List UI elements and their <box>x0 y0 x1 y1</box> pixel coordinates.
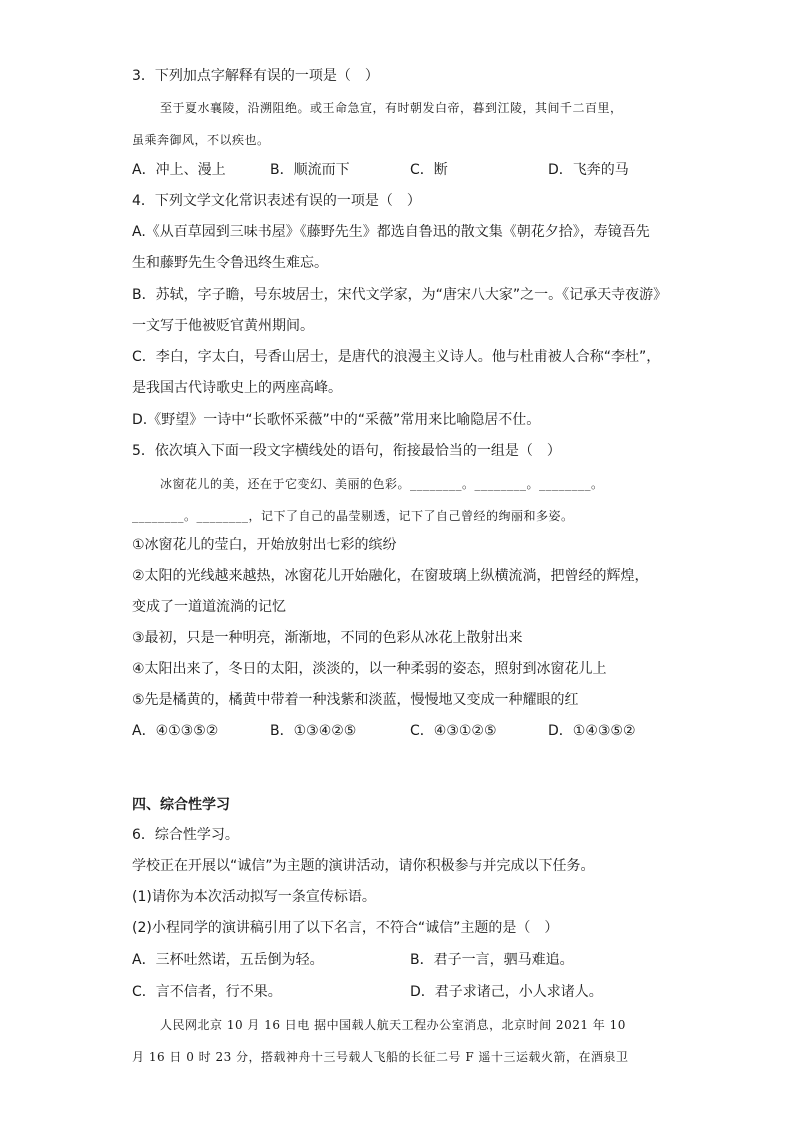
q5-sentence-1: ①冰窗花儿的莹白，开始放射出七彩的缤纷 <box>132 537 397 553</box>
q5-sentence-5: ⑤先是橘黄的，橘黄中带着一种浅紫和淡蓝，慢慢地又变成一种耀眼的红 <box>132 692 579 708</box>
q4-stem: 4．下列文学文化常识表述有误的一项是（ ） <box>132 193 421 209</box>
q4-option-c-line1: C．李白，字太白，号香山居士，是唐代的浪漫主义诗人。他与杜甫被人合称“李杜”， <box>132 349 661 365</box>
q6-stem: 6．综合性学习。 <box>132 827 239 843</box>
q5-sentence-4: ④太阳出来了，冬日的太阳，淡淡的，以一种柔弱的姿态，照射到冰窗花儿上 <box>132 661 607 677</box>
q5-sentence-3: ③最初，只是一种明亮，渐渐地，不同的色彩从冰花上散射出来 <box>132 630 523 646</box>
q3-option-a: A．冲上、漫上 <box>132 162 226 178</box>
q5-passage-line2: ________。________，记下了自己的晶莹剔透，记下了自己曾经的绚丽和多姿。 <box>132 509 574 523</box>
q5-option-a: A．④①③⑤② <box>132 723 219 739</box>
q6-option-b: B．君子一言，驷马难追。 <box>410 952 574 968</box>
q4-option-a-line2: 生和藤野先生令鲁迅终生难忘。 <box>132 255 328 271</box>
q3-option-c: C．断 <box>410 162 448 178</box>
q5-sentence-2-line1: ②太阳的光线越来越热，冰窗花儿开始融化，在窗玻璃上纵横流淌，把曾经的辉煌， <box>132 568 649 584</box>
q3-option-d: D．飞奔的马 <box>548 162 629 178</box>
q4-option-b-line2: 一文写于他被贬官黄州期间。 <box>132 318 314 334</box>
q3-stem: 3．下列加点字解释有误的一项是（ ） <box>132 68 379 84</box>
q6-news-line2: 月 16 日 0 时 23 分，搭载神舟十三号载人飞船的长征二号 F 遥十三运载火箭，在酒泉卫 <box>132 1050 629 1064</box>
q5-passage-line1: 冰窗花儿的美，还在于它变幻、美丽的色彩。________。________。________。 <box>160 477 604 491</box>
q5-stem: 5．依次填入下面一段文字横线处的语句，衔接最恰当的一组是（ ） <box>132 443 561 459</box>
q6-option-c: C．言不信者，行不果。 <box>132 984 282 1000</box>
q4-option-c-line2: 是我国古代诗歌史上的两座高峰。 <box>132 380 342 396</box>
q6-news-line1: 人民网北京 10 月 16 日电 据中国载人航天工程办公室消息，北京时间 2021 年 10 <box>160 1018 626 1032</box>
q4-option-b-line1: B．苏轼，字子瞻，号东坡居士，宋代文学家，为“唐宋八大家”之一。《记承天寺夜游》 <box>132 287 668 303</box>
q6-option-d: D．君子求诸己，小人求诸人。 <box>410 984 603 1000</box>
q4-option-a-line1: A.《从百草园到三味书屋》《藤野先生》都选自鲁迅的散文集《朝花夕拾》，寿镜吾先 <box>132 224 650 240</box>
q5-option-d: D．①④③⑤② <box>548 723 636 739</box>
q5-sentence-2-line2: 变成了一道道流淌的记忆 <box>132 599 286 615</box>
section-title: 四、综合性学习 <box>132 797 230 813</box>
q3-passage-line1: 至于夏水襄陵，沿溯阻绝。或王命急宣，有时朝发白帝，暮到江陵，其间千二百里， <box>160 101 623 115</box>
q6-task-2: (2)小程同学的演讲稿引用了以下名言，不符合“诚信”主题的是（ ） <box>132 920 559 936</box>
q3-option-b: B．顺流而下 <box>270 162 350 178</box>
q3-passage-line2: 虽乘奔御风，不以疾也。 <box>132 133 270 147</box>
q6-option-a: A．三杯吐然诺，五岳倒为轻。 <box>132 952 324 968</box>
q6-intro: 学校正在开展以“诚信”为主题的演讲活动，请你积极参与并完成以下任务。 <box>132 858 595 874</box>
q4-option-d: D.《野望》一诗中“长歌怀采薇”中的“采薇”常用来比喻隐居不仕。 <box>132 412 541 428</box>
q6-task-1: (1)请你为本次活动拟写一条宣传标语。 <box>132 889 376 905</box>
q5-option-c: C．④③①②⑤ <box>410 723 497 739</box>
q5-option-b: B．①③④②⑤ <box>270 723 357 739</box>
